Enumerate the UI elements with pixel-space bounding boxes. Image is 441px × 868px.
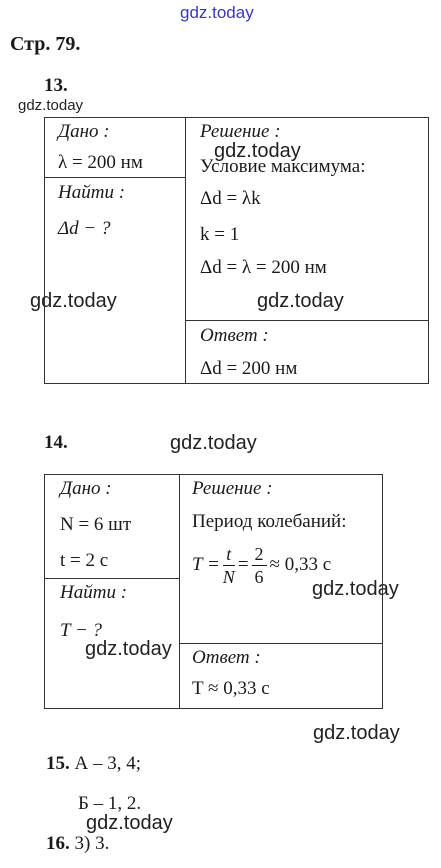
task-16-number: 16. [46, 833, 70, 854]
watermark-top: gdz.today [180, 3, 254, 22]
period-formula [192, 543, 331, 588]
answer-value: T ≈ 0,33 с [192, 678, 270, 699]
solution-line: Условие максимума: [200, 156, 366, 177]
equals-sign: = [237, 553, 249, 575]
watermark: gdz.today [312, 578, 399, 600]
solution-line: Период колебаний: [192, 511, 347, 532]
watermark: gdz.today [18, 97, 84, 114]
watermark: gdz.today [313, 722, 400, 744]
task-14-number: 14. [44, 432, 68, 453]
page-title: Стр. 79. [10, 33, 81, 55]
solution-label: Решение : [200, 121, 281, 142]
task-15-number: 15. [46, 753, 70, 774]
given-value: λ = 200 нм [58, 152, 143, 173]
formula-lhs: T = [192, 553, 220, 575]
fraction-t-over-n: $\frac{t}{N}$ [222, 544, 235, 587]
given-label: Дано : [58, 121, 110, 142]
solution-line: Δd = λk [200, 188, 261, 209]
watermark: gdz.today [257, 290, 344, 312]
find-value: T − ? [60, 620, 103, 641]
watermark: gdz.today [85, 638, 172, 660]
find-label: Найти : [58, 182, 126, 203]
task-16 [46, 833, 109, 855]
fraction-2-over-6: $\frac{2}{6}$ [252, 543, 267, 588]
task-16-answer: 3) 3. [74, 833, 110, 854]
task-15-line: Б – 1, 2. [78, 793, 142, 814]
watermark: gdz.today [86, 812, 173, 834]
table-divider [44, 177, 186, 178]
answer-value: Δd = 200 нм [200, 358, 298, 379]
given-value: N = 6 шт [60, 514, 132, 535]
solution-line: Δd = λ = 200 нм [200, 257, 327, 278]
given-label: Дано : [60, 478, 112, 499]
table-divider [179, 474, 180, 708]
answer-label: Ответ : [200, 325, 269, 346]
solution-line: k = 1 [200, 224, 240, 245]
table-divider [185, 117, 186, 383]
table-divider [180, 643, 382, 644]
find-value: Δd − ? [58, 218, 111, 239]
table-divider [44, 578, 180, 579]
solution-label: Решение : [192, 478, 273, 499]
watermark: gdz.today [30, 290, 117, 312]
task-15-line: А – 3, 4; [74, 753, 141, 774]
given-value: t = 2 с [60, 550, 109, 571]
formula-rhs: ≈ 0,33 с [269, 553, 332, 575]
table-divider [186, 320, 428, 321]
task-15 [46, 753, 141, 775]
task-13-number: 13. [44, 75, 68, 96]
watermark: gdz.today [214, 140, 301, 162]
answer-label: Ответ : [192, 647, 261, 668]
find-label: Найти : [60, 582, 128, 603]
watermark: gdz.today [170, 432, 257, 454]
